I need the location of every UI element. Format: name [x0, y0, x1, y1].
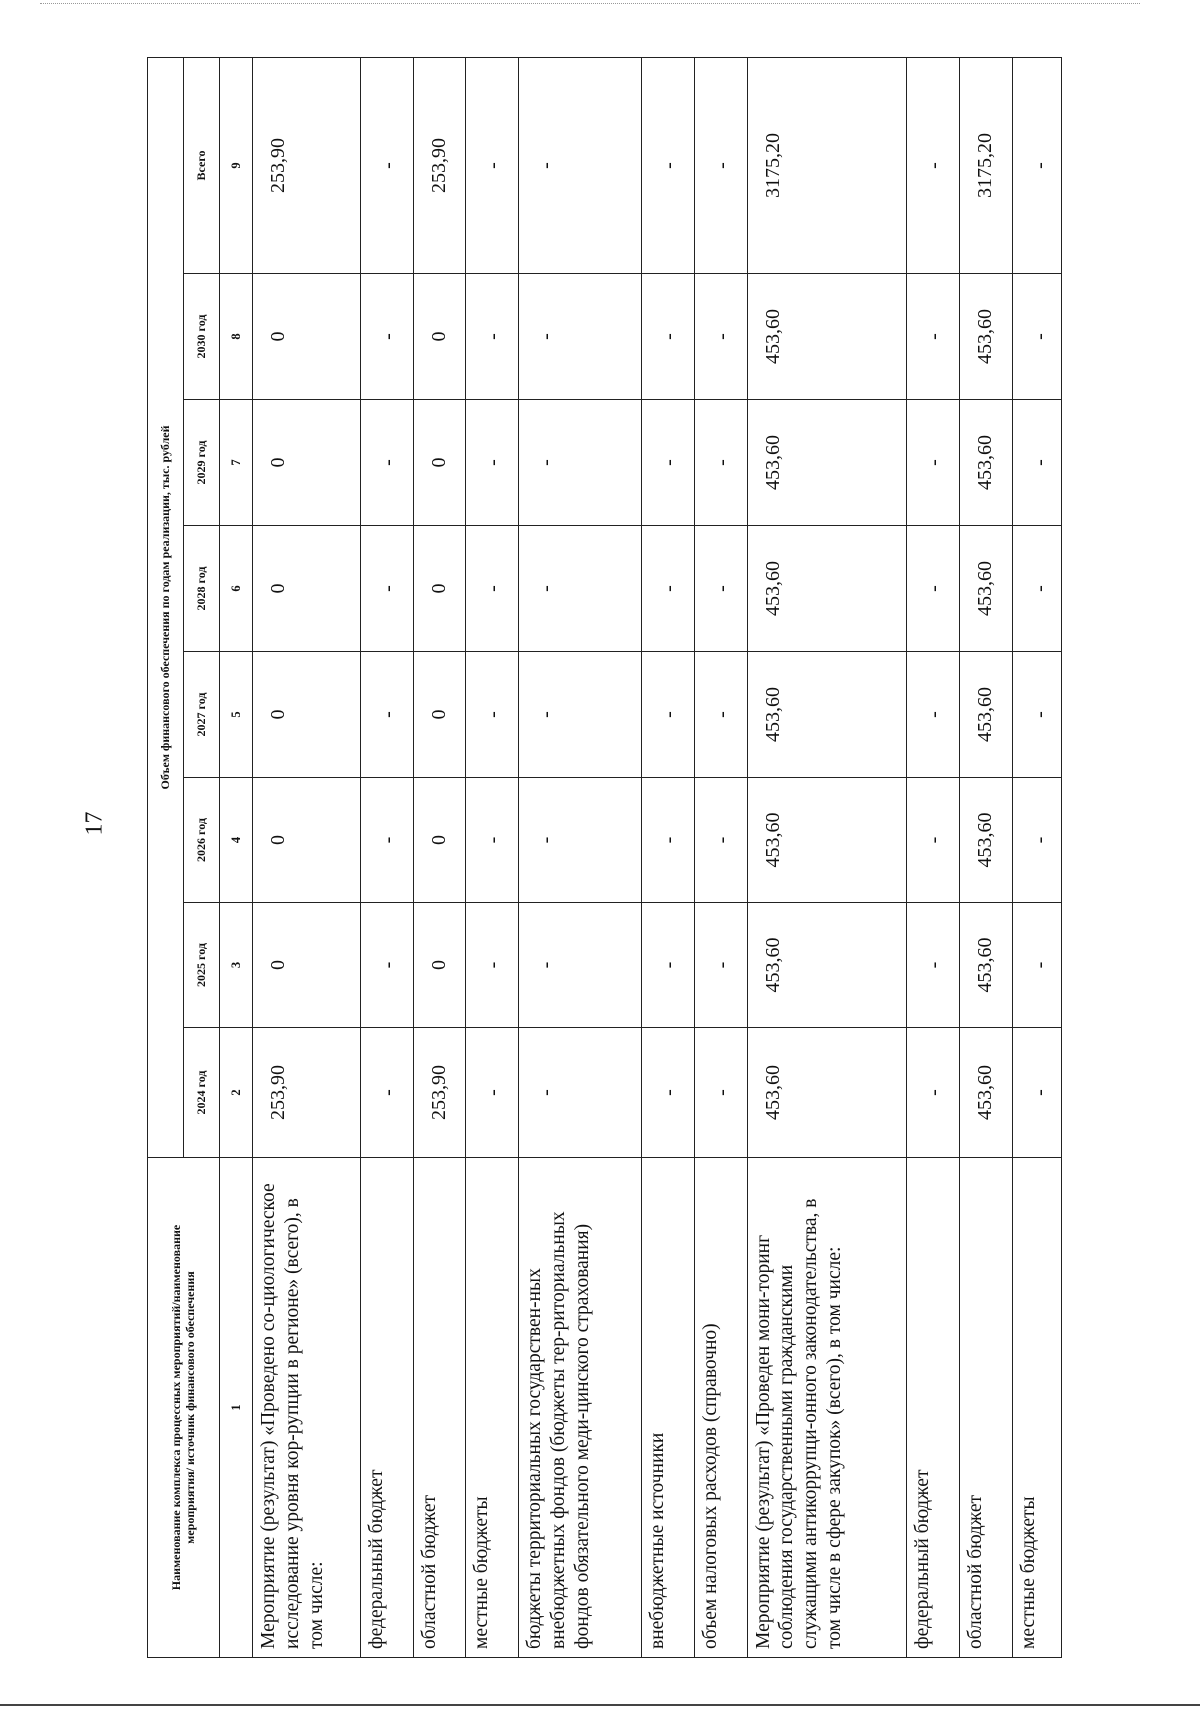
col-number: 2	[220, 1028, 253, 1158]
row-total-cell: -	[519, 57, 642, 273]
row-total-cell: 253,90	[253, 57, 361, 273]
row-value-cell: 453,60	[747, 1028, 906, 1158]
table-row	[747, 57, 906, 1657]
row-value-cell: 0	[253, 526, 361, 652]
row-value-cell: -	[519, 652, 642, 778]
row-value-cell: -	[694, 400, 747, 526]
scan-artifact-top	[40, 3, 1140, 4]
header-year: 2026 год	[184, 778, 220, 903]
row-value-cell: -	[907, 903, 960, 1028]
row-name: федеральный бюджет	[360, 1158, 413, 1658]
row-value-cell: -	[642, 652, 695, 778]
row-value-cell: -	[360, 400, 413, 526]
row-name: областной бюджет	[413, 1158, 466, 1658]
col-number: 1	[220, 1158, 253, 1658]
row-value-cell: -	[642, 903, 695, 1028]
row-total-cell: -	[694, 57, 747, 273]
scan-artifact-bottom	[0, 1704, 1200, 1706]
row-value-cell: 0	[413, 274, 466, 400]
financing-table	[147, 57, 1062, 1658]
row-value-cell: 453,60	[959, 903, 1012, 1028]
row-value-cell: -	[519, 778, 642, 903]
row-value-cell: -	[907, 400, 960, 526]
row-value-cell: -	[907, 652, 960, 778]
row-value-cell: -	[907, 526, 960, 652]
col-number: 7	[220, 400, 253, 526]
table-row	[466, 57, 519, 1657]
row-value-cell: -	[642, 400, 695, 526]
row-value-cell: 453,60	[959, 1028, 1012, 1158]
row-value-cell: -	[1012, 274, 1061, 400]
row-value-cell: 453,60	[959, 400, 1012, 526]
table-row	[959, 57, 1012, 1657]
row-value-cell: -	[1012, 778, 1061, 903]
row-value-cell: -	[466, 903, 519, 1028]
header-name-col: Наименование комплекса процессных мероприятий/наименование мероприятия/ источник финансового обеспечения	[148, 1158, 220, 1658]
row-value-cell: 0	[413, 903, 466, 1028]
row-value-cell: -	[519, 274, 642, 400]
row-value-cell: -	[466, 652, 519, 778]
col-number: 4	[220, 778, 253, 903]
row-value-cell: -	[1012, 652, 1061, 778]
table-row	[253, 57, 361, 1657]
row-value-cell: -	[694, 526, 747, 652]
row-total-cell: -	[1012, 57, 1061, 273]
table-row	[907, 57, 960, 1657]
row-value-cell: 0	[413, 400, 466, 526]
row-value-cell: -	[360, 274, 413, 400]
row-value-cell: 0	[253, 652, 361, 778]
row-value-cell: -	[360, 1028, 413, 1158]
table-row	[413, 57, 466, 1657]
rotated-table-container	[147, 58, 1062, 1658]
row-value-cell: -	[1012, 526, 1061, 652]
row-total-cell: 3175,20	[959, 57, 1012, 273]
row-value-cell: 0	[253, 274, 361, 400]
row-value-cell: -	[360, 526, 413, 652]
table-row	[642, 57, 695, 1657]
col-number: 8	[220, 274, 253, 400]
row-total-cell: -	[360, 57, 413, 273]
row-value-cell: -	[642, 1028, 695, 1158]
col-number: 3	[220, 903, 253, 1028]
row-total-cell: -	[642, 57, 695, 273]
row-value-cell: 253,90	[413, 1028, 466, 1158]
table-row	[360, 57, 413, 1657]
table-row	[1012, 57, 1061, 1657]
row-value-cell: -	[907, 1028, 960, 1158]
row-value-cell: -	[1012, 1028, 1061, 1158]
col-number: 6	[220, 526, 253, 652]
row-value-cell: -	[1012, 400, 1061, 526]
row-value-cell: -	[642, 526, 695, 652]
col-number: 9	[220, 57, 253, 273]
row-value-cell: -	[360, 903, 413, 1028]
row-value-cell: -	[694, 903, 747, 1028]
row-value-cell: 453,60	[747, 526, 906, 652]
row-value-cell: 453,60	[959, 778, 1012, 903]
row-value-cell: -	[907, 778, 960, 903]
row-value-cell: 453,60	[959, 652, 1012, 778]
column-numbers-row	[220, 57, 253, 1657]
row-value-cell: -	[519, 526, 642, 652]
row-value-cell: 0	[413, 778, 466, 903]
row-value-cell: 0	[253, 778, 361, 903]
header-year: 2028 год	[184, 526, 220, 652]
row-value-cell: 453,60	[747, 400, 906, 526]
row-value-cell: -	[694, 1028, 747, 1158]
row-value-cell: 453,60	[959, 274, 1012, 400]
row-value-cell: 453,60	[747, 778, 906, 903]
page-number: 17	[81, 811, 108, 836]
row-total-cell: -	[907, 57, 960, 273]
row-value-cell: 0	[413, 652, 466, 778]
row-total-cell: -	[466, 57, 519, 273]
col-number: 5	[220, 652, 253, 778]
row-value-cell: -	[519, 400, 642, 526]
row-name: местные бюджеты	[1012, 1158, 1061, 1658]
row-name: федеральный бюджет	[907, 1158, 960, 1658]
header-group-title: Объем финансового обеспечения по годам реализации, тыс. рублей	[148, 57, 184, 1157]
table-row	[694, 57, 747, 1657]
row-name: Мероприятие (результат) «Проведен мони-торинг соблюдения государственными гражданскими служащими антикоррупци-онного законодательства, в том числе в сфере закупок» (всего), в том числе:	[747, 1158, 906, 1658]
row-value-cell: -	[694, 274, 747, 400]
header-year: 2027 год	[184, 652, 220, 778]
row-value-cell: 453,60	[959, 526, 1012, 652]
table-body	[253, 57, 1062, 1657]
row-value-cell: -	[360, 778, 413, 903]
header-year: 2029 год	[184, 400, 220, 526]
row-value-cell: -	[642, 274, 695, 400]
row-value-cell: -	[360, 652, 413, 778]
row-value-cell: 453,60	[747, 903, 906, 1028]
row-total-cell: 3175,20	[747, 57, 906, 273]
row-value-cell: -	[907, 274, 960, 400]
row-name: Мероприятие (результат) «Проведено со-циологическое исследование уровня кор-рупции в регионе» (всего), в том числе:	[253, 1158, 361, 1658]
row-name: внебюджетные источники	[642, 1158, 695, 1658]
header-year: 2025 год	[184, 903, 220, 1028]
row-value-cell: -	[466, 778, 519, 903]
row-value-cell: -	[466, 400, 519, 526]
row-value-cell: 0	[253, 400, 361, 526]
header-year: 2030 год	[184, 274, 220, 400]
row-value-cell: 453,60	[747, 652, 906, 778]
row-value-cell: -	[519, 903, 642, 1028]
row-value-cell: -	[694, 652, 747, 778]
row-value-cell: -	[519, 1028, 642, 1158]
row-name: объем налоговых расходов (справочно)	[694, 1158, 747, 1658]
row-value-cell: -	[1012, 903, 1061, 1028]
row-value-cell: -	[642, 778, 695, 903]
header-total: Всего	[184, 57, 220, 273]
row-name: местные бюджеты	[466, 1158, 519, 1658]
table-row	[519, 57, 642, 1657]
row-value-cell: -	[694, 778, 747, 903]
row-value-cell: 253,90	[253, 1028, 361, 1158]
row-value-cell: -	[466, 526, 519, 652]
row-value-cell: -	[466, 274, 519, 400]
row-value-cell: 0	[253, 903, 361, 1028]
row-total-cell: 253,90	[413, 57, 466, 273]
row-name: областной бюджет	[959, 1158, 1012, 1658]
row-name: бюджеты территориальных государствен-ных внебюджетных фондов (бюджеты тер-риториальных фондов обязательного меди-цинского страхования)	[519, 1158, 642, 1658]
header-year: 2024 год	[184, 1028, 220, 1158]
row-value-cell: 453,60	[747, 274, 906, 400]
row-value-cell: 0	[413, 526, 466, 652]
row-value-cell: -	[466, 1028, 519, 1158]
